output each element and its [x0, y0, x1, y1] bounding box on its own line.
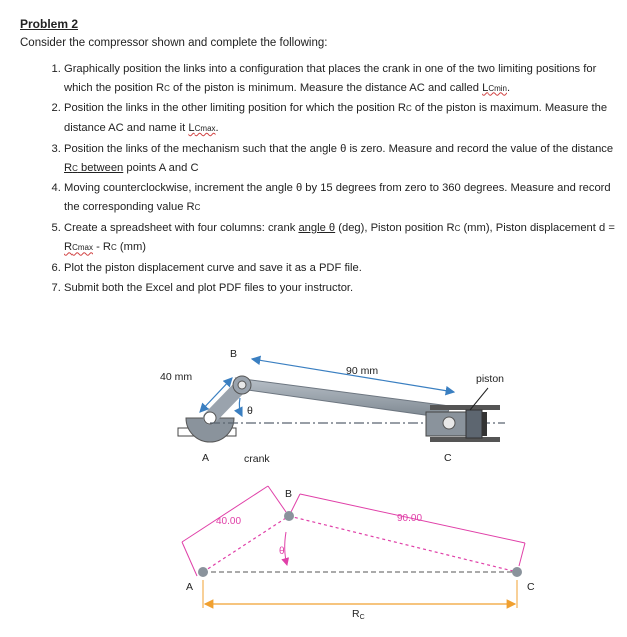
- cylinder-top: [430, 405, 500, 410]
- joint-a: [198, 567, 208, 577]
- label-crank: crank: [244, 453, 270, 465]
- symbol: angle θ: [298, 221, 336, 234]
- subscript: C: [454, 223, 461, 233]
- subscript: C: [406, 104, 412, 114]
- dim-90-ext-b: [291, 494, 300, 512]
- step-text: Submit both the Excel and plot PDF files to your instructor.: [64, 281, 354, 294]
- step-text: Moving counterclockwise, increment the angle θ by 15 degrees from zero to 360 degrees. Measure and record the corresponding value R: [64, 182, 611, 213]
- symbol: LCmax: [188, 122, 216, 135]
- subscript: C: [164, 83, 170, 93]
- theta-arrow: [239, 398, 242, 416]
- step-text: (deg), Piston position R: [335, 221, 455, 234]
- problem-title: Problem 2: [20, 17, 79, 31]
- symbol: LCmin: [482, 81, 507, 94]
- joint-c: [512, 567, 522, 577]
- label-40mm: 40 mm: [160, 371, 193, 383]
- label-b: B: [230, 348, 238, 360]
- problem-intro: Consider the compressor shown and complete the following:: [20, 37, 328, 49]
- rod-line: [289, 516, 517, 572]
- fig2-label-c: C: [527, 581, 535, 593]
- fig2-label-90: 90.00: [397, 513, 423, 524]
- dim-40-ext-a: [182, 542, 197, 576]
- pin-b-hole: [238, 381, 246, 389]
- pin-a: [204, 412, 216, 424]
- piston-head: [466, 410, 482, 438]
- step-text: (mm): [116, 241, 146, 254]
- label-theta: θ: [247, 405, 253, 417]
- fig2-label-b: B: [285, 488, 293, 500]
- dim-90-ext-c: [519, 543, 525, 566]
- step-text: .: [506, 81, 511, 94]
- figure-1: [160, 348, 505, 465]
- step-text: points A and C: [123, 161, 199, 174]
- fig2-label-rc: RC: [352, 608, 365, 621]
- step-text: Position the links in the other limiting position for which the position R: [64, 102, 407, 115]
- pin-c: [443, 417, 455, 429]
- step-text: Plot the piston displacement curve and save it as a PDF file.: [64, 262, 362, 275]
- step-text: .: [215, 122, 219, 135]
- step-text: Position the links of the mechanism such that the angle θ is zero. Measure and record the value of the distance: [64, 142, 614, 155]
- dim-40-ext-b: [268, 486, 286, 512]
- step-text: Graphically position the links into a configuration that places the crank in one of the two limiting positions for which the position R: [64, 63, 597, 94]
- fig2-label-40: 40.00: [216, 516, 242, 527]
- piston-ring: [482, 412, 487, 436]
- step-text: Create a spreadsheet with four columns: crank: [64, 221, 299, 234]
- step-text: of the piston is maximum. Measure the distance AC and name it: [64, 102, 608, 135]
- fig2-label-theta: θ: [279, 546, 285, 557]
- connecting-rod: [236, 378, 450, 418]
- label-a: A: [202, 452, 210, 464]
- fig2-label-a: A: [186, 581, 194, 593]
- label-piston: piston: [476, 373, 505, 385]
- figure-2: [182, 486, 535, 621]
- step-text: - R: [92, 241, 112, 254]
- symbol: RC between: [64, 161, 124, 174]
- dim-40-line: [182, 486, 268, 542]
- step-text: (mm), Piston displacement d =: [460, 221, 615, 234]
- subscript: C: [111, 243, 117, 253]
- theta-arc: [285, 532, 287, 565]
- joint-b: [284, 511, 294, 521]
- symbol: RCmax: [64, 241, 93, 254]
- label-90mm: 90 mm: [346, 365, 379, 377]
- label-c: C: [444, 452, 452, 464]
- subscript: C: [194, 202, 201, 212]
- step-text: of the piston is minimum. Measure the distance AC and called: [169, 81, 483, 94]
- cylinder-bottom: [430, 437, 500, 442]
